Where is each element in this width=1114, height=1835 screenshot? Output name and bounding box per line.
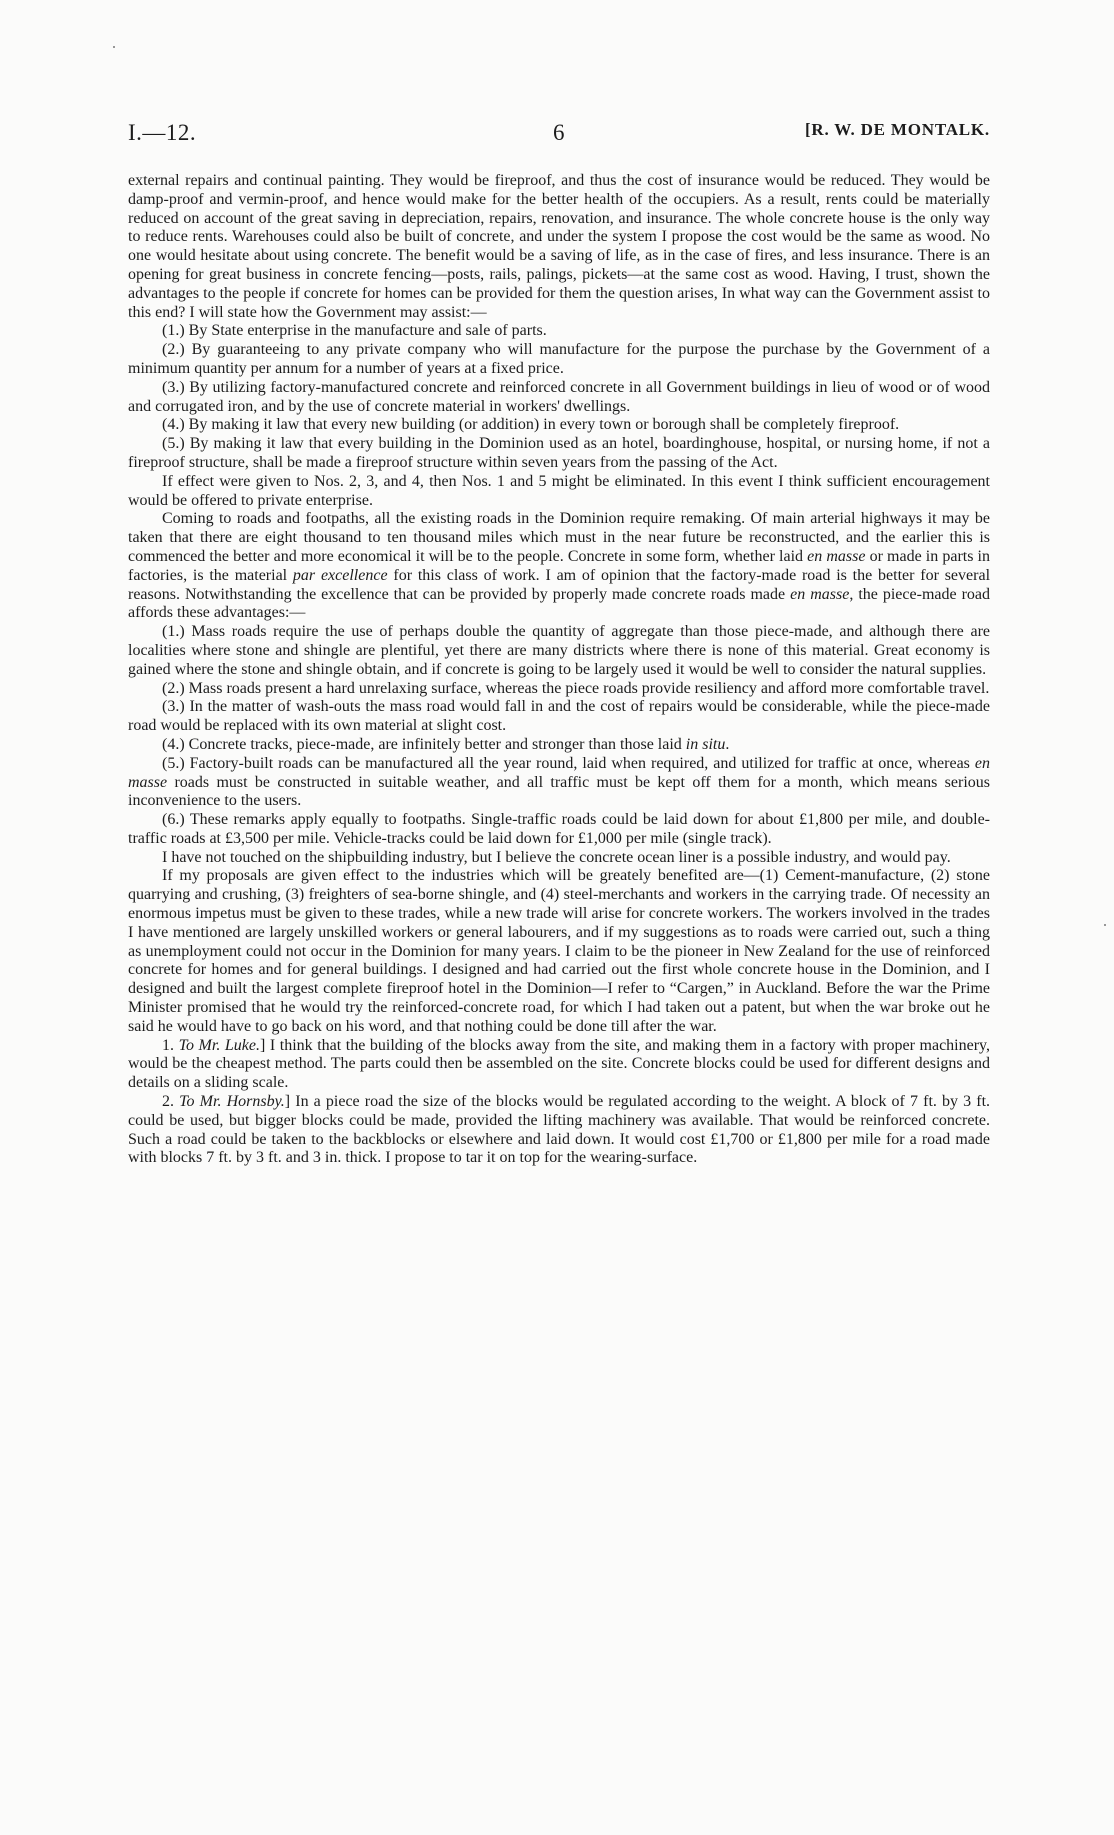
paragraph <box>128 811 990 849</box>
text-run: ] In a piece road the size of the blocks would be regulated according to the weight. A block of 7 ft. by 3 ft. could be used, but bigger blocks could be made, provided the lifting machinery was available. That would be reinforced concrete. Such a road could be taken to the backblocks or elsewhere and laid down. It would cost £1,700 or £1,800 per mile for a road made with blocks 7 ft. by 3 ft. and 3 in. thick. I propose to tar it on top for the wearing-surface. <box>128 1093 991 1167</box>
paragraph <box>128 416 990 435</box>
text-run: . <box>725 735 730 753</box>
text-run: 2. <box>162 1093 180 1111</box>
text-run: Coming to roads and footpaths, all the existing roads in the Dominion require remaking. Of main arterial highways it may be taken that there are eight thousand to ten thousand miles which must in the near future be reconstructed, and the earlier this is commenced the better and more economical it will be to the people. Concrete in some form, whether laid <box>128 510 990 565</box>
text-run: If my proposals are given effect to the industries which will be greately benefited are—(1) Cement-manufacture, (2) stone quarrying and crushing, (3) freighters of sea-borne shingle, and (4) steel-merchants and workers in the carrying trade. Of necessity an enormous impetus must be given to these trades, while a new trade will arise for concrete workers. The workers involved in the trades I have mentioned are largely unskilled workers or general labourers, and if my suggestions as to roads were carried out, such a thing as unemployment could not occur in the Dominion for many years. I claim to be the pioneer in New Zealand for the use of reinforced concrete for homes and for general buildings. I designed and had carried out the first whole concrete house in the Dominion, and I designed and built the largest complete fireproof hotel in the Dominion—I refer to “Cargen,” in Auckland. Before the war the Prime Minister promised that he would try the reinforced-concrete road, for which I had taken out a patent, but when the war broke out he said he would have to go back on his word, and that nothing could be done till after the war. <box>128 867 990 1035</box>
paper-reference: I.—12. <box>128 120 197 145</box>
paragraph <box>128 849 990 868</box>
text-run: for this class of work. I am of opinion that the factory-made road is the better for several reasons. Notwithstanding the excellence that can be provided by properly made concrete roads made <box>128 566 991 603</box>
italic-text: To Mr. Hornsby. <box>179 1093 285 1111</box>
text-run: (2.) Mass roads present a hard unrelaxing surface, whereas the piece roads provide resiliency and afford more comfortable travel. <box>162 679 990 697</box>
text-run: (6.) These remarks apply equally to footpaths. Single-traffic roads could be laid down for about £1,800 per mile, and double-traffic roads at £3,500 per mile. Vehicle-tracks could be laid down for £1,000 per mile (single track). <box>128 811 990 847</box>
text-run: 1. <box>162 1036 179 1054</box>
text-run: I have not touched on the shipbuilding industry, but I believe the concrete ocean liner is a possible industry, and would pay. <box>162 848 951 866</box>
paragraph <box>128 698 990 736</box>
text-run: (1.) By State enterprise in the manufacture and sale of parts. <box>162 322 547 340</box>
italic-text: To Mr. Luke. <box>178 1036 260 1054</box>
paragraph <box>128 680 990 699</box>
text-run: or made in parts in factories, is the material <box>128 547 991 584</box>
witness-name: [R. W. DE MONTALK. <box>804 120 990 139</box>
paragraph <box>128 867 990 1036</box>
text-run: roads must be constructed in suitable weather, and all traffic must be kept off them for a month, which means serious inconvenience to the users. <box>128 773 990 810</box>
text-run: (1.) Mass roads require the use of perhaps double the quantity of aggregate than those piece-made, and although there are localities where stone and shingle are plentiful, yet there are many districts where there is none of this material. Great economy is gained where the stone and shingle obtain, and if concrete is going to be largely used it would be well to consider the natural supplies. <box>128 623 990 678</box>
text-run: external repairs and continual painting. They would be fireproof, and thus the cost of insurance would be reduced. They would be damp-proof and vermin-proof, and hence would make for the better health of the occupiers. As a result, rents could be materially reduced on account of the great saving in depreciation, repairs, renovation, and insurance. The whole concrete house is the only way to reduce rents. Warehouses could also be built of concrete, and under the system I propose the cost would be the same as wood. No one would hesitate about using concrete. The benefit would be a saving of life, as in the case of fires, and less insurance. There is an opening for great business in concrete fencing—posts, rails, palings, pickets—at the same cost as wood. Having, I trust, shown the advantages to the people if concrete for homes can be provided for them the question arises, In what way can the Government assist to this end? I will state how the Government may assist:— <box>128 172 990 321</box>
text-run: (3.) By utilizing factory-manufactured concrete and reinforced concrete in all Government buildings in lieu of wood or of wood and corrugated iron, and by the use of concrete material in workers' dwellings. <box>128 378 990 415</box>
text-run: If effect were given to Nos. 2, 3, and 4, then Nos. 1 and 5 might be eliminated. In this event I think sufficient encouragement would be offered to private enterprise. <box>128 472 990 509</box>
text-run: , the piece-made road affords these advantages:— <box>128 585 991 622</box>
paragraph <box>128 379 990 417</box>
italic-text: par excellence <box>292 566 388 584</box>
scan-speck <box>1104 924 1106 926</box>
italic-text: in situ <box>685 735 726 753</box>
text-run: (5.) Factory-built roads can be manufactured all the year round, laid when required, and utilized for traffic at once, whereas <box>162 754 975 772</box>
scan-speck <box>113 46 115 48</box>
text-run: (2.) By guaranteeing to any private company who will manufacture for the purpose the purchase by the Government of a minimum quantity per annum for a number of years at a fixed price. <box>128 341 990 377</box>
paragraph <box>128 473 990 511</box>
paragraph <box>128 1093 990 1168</box>
paragraph <box>128 755 990 811</box>
text-run: ] I think that the building of the blocks away from the site, and making them in a factory with proper machinery, would be the cheapest method. The parts could then be assembled on the site. Concrete blocks could be used for different designs and details on a sliding scale. <box>128 1036 991 1092</box>
paragraph <box>128 510 990 623</box>
document-page <box>128 120 990 1168</box>
text-run: (3.) In the matter of wash-outs the mass road would fall in and the cost of repairs would be considerable, while the piece-made road would be replaced with its own material at slight cost. <box>128 698 990 735</box>
text-run: (4.) By making it law that every new building (or addition) in every town or borough shall be completely fireproof. <box>162 416 900 434</box>
paragraph <box>128 1037 990 1093</box>
italic-text: en masse <box>128 754 990 791</box>
paragraph <box>128 435 990 473</box>
paragraph <box>128 172 990 322</box>
page-number: 6 <box>553 120 565 145</box>
italic-text: en masse <box>790 585 850 603</box>
paragraph <box>128 736 990 755</box>
text-run: (4.) Concrete tracks, piece-made, are infinitely better and stronger than those laid <box>162 735 686 753</box>
text-run: (5.) By making it law that every building in the Dominion used as an hotel, boardinghouse, hospital, or nursing home, if not a fireproof structure, shall be made a fireproof structure within seven years from the passing of the Act. <box>128 435 990 471</box>
paragraph <box>128 623 990 679</box>
paragraph <box>128 322 990 341</box>
body-text <box>128 172 990 1168</box>
paragraph <box>128 341 990 379</box>
page-header <box>128 120 990 150</box>
italic-text: en masse <box>807 547 866 565</box>
